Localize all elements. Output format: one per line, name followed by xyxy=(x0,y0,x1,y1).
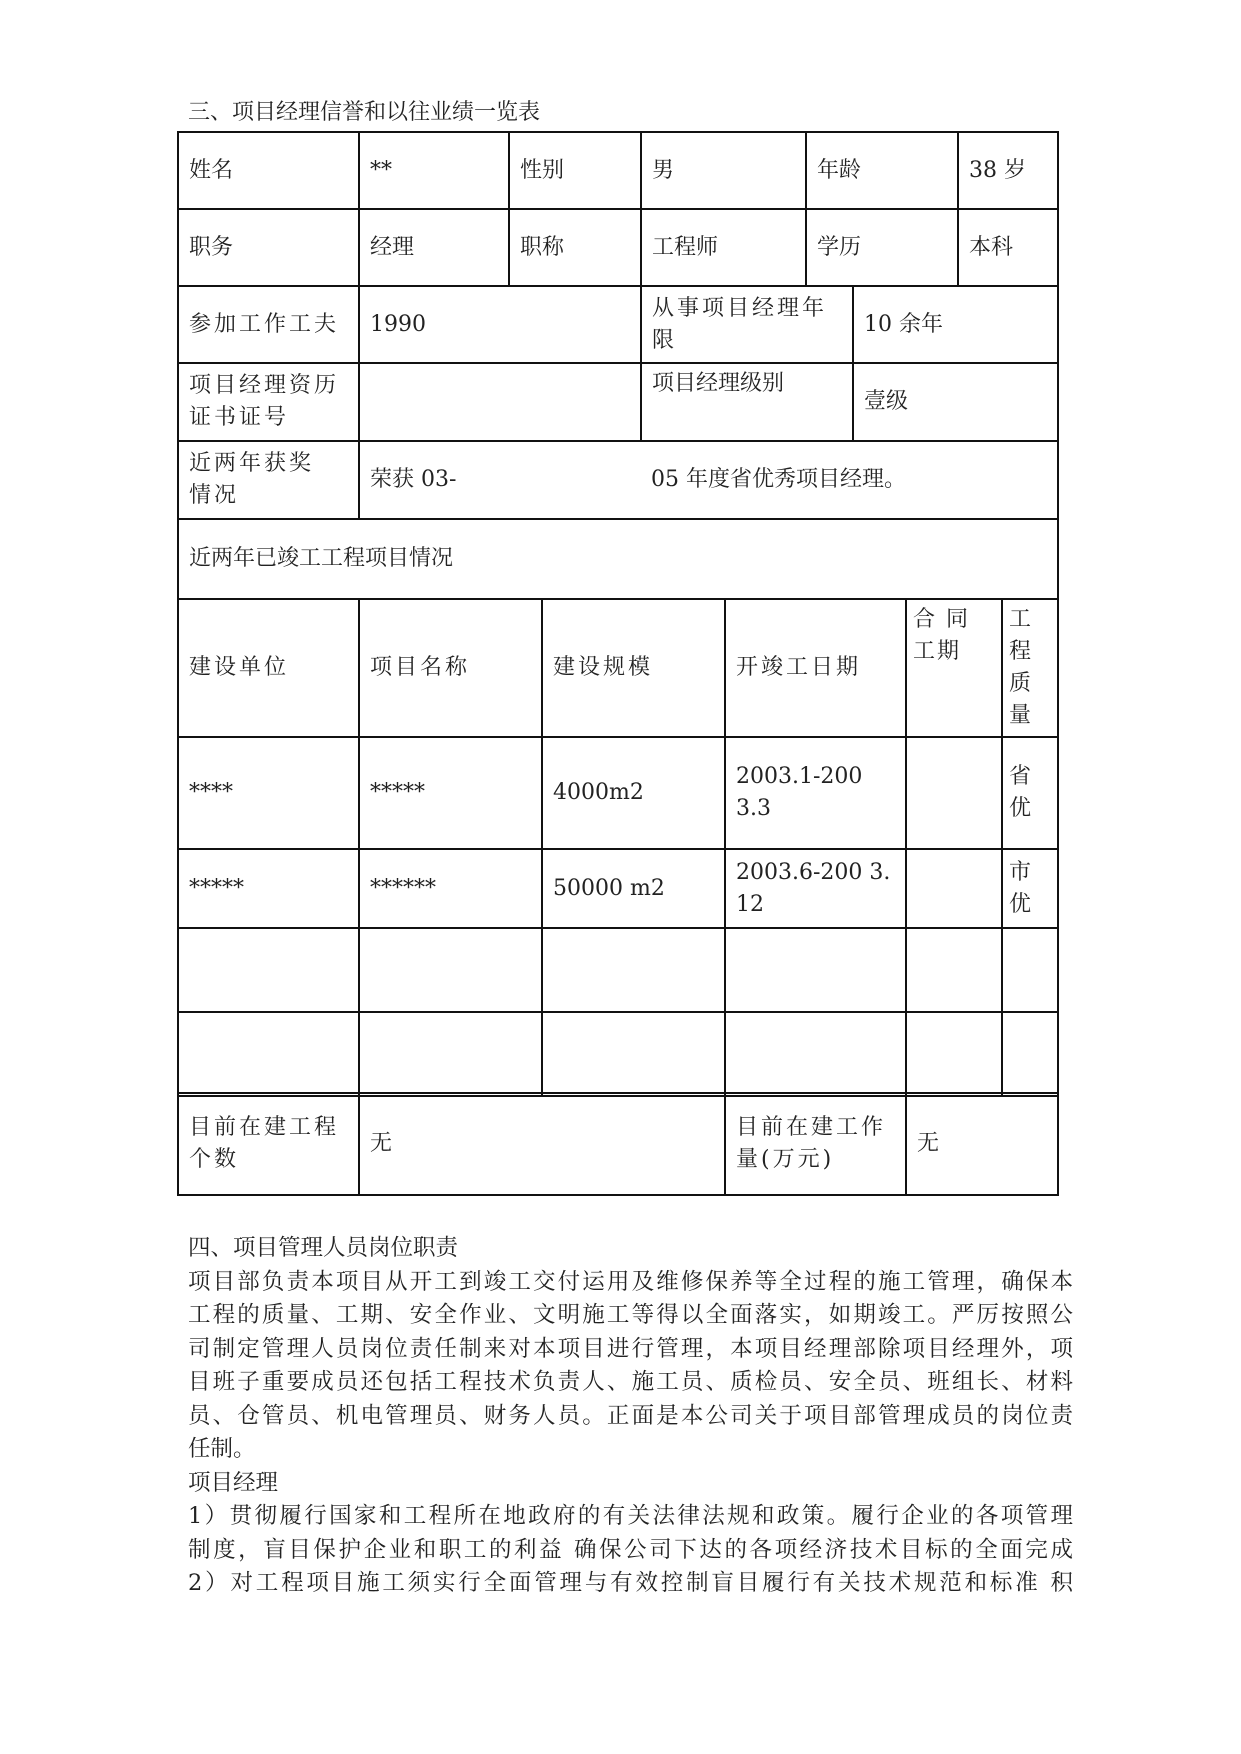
row3-dates xyxy=(725,928,906,1012)
row2-name: ****** xyxy=(359,849,542,928)
age-label: 年龄 xyxy=(806,132,958,209)
projects-header-row xyxy=(178,599,1058,737)
row1-scale: 4000m2 xyxy=(542,737,725,849)
position-label: 职务 xyxy=(178,209,359,286)
level-label: 项目经理级别 xyxy=(641,363,853,441)
awards-table xyxy=(177,440,1059,600)
col-name-header: 项目名称 xyxy=(359,599,542,737)
row4-period xyxy=(906,1012,1002,1096)
current-workload-value: 无 xyxy=(906,1093,1058,1195)
current-projects-table xyxy=(177,1092,1059,1196)
completed-projects-label: 近两年已竣工工程项目情况 xyxy=(178,519,1058,599)
body-line-3: 司制定管理人员岗位责任制来对本项目进行管理，本项目经理部除项目经理外，项 xyxy=(188,1335,1073,1362)
level-value: 壹级 xyxy=(853,363,1058,441)
row1-quality: 省优 xyxy=(1002,737,1058,849)
row2-period xyxy=(906,849,1002,928)
row4-unit xyxy=(178,1012,359,1096)
title-label: 职称 xyxy=(509,209,641,286)
awards-row xyxy=(178,441,1058,519)
col-scale-header: 建设规模 xyxy=(542,599,725,737)
current-row xyxy=(178,1093,1058,1195)
section-4-body xyxy=(188,1232,1073,1601)
table-row xyxy=(178,849,1058,928)
row4-scale xyxy=(542,1012,725,1096)
col-unit-header: 建设单位 xyxy=(178,599,359,737)
work-start-value: 1990 xyxy=(359,286,641,363)
body-line-6: 任制。 xyxy=(188,1436,256,1462)
col-period-header: 合 同 工期 xyxy=(906,599,1002,737)
name-label: 姓名 xyxy=(178,132,359,209)
row2-unit: ***** xyxy=(178,849,359,928)
duty-line-1: 1）贯彻履行国家和工程所在地政府的有关法律法规和政策。履行企业的各项管理 xyxy=(188,1503,1073,1529)
awards-value-b: 05 年度省优秀项目经理。 xyxy=(641,441,1058,519)
current-count-value: 无 xyxy=(359,1093,725,1195)
gender-value: 男 xyxy=(641,132,806,209)
row1-period xyxy=(906,737,1002,849)
age-value: 38 岁 xyxy=(958,132,1058,209)
row1-name: ***** xyxy=(359,737,542,849)
section-3-title: 三、项目经理信誉和以往业绩一览表 xyxy=(188,100,541,125)
info-row-4 xyxy=(178,363,1058,441)
pm-credentials-table xyxy=(177,285,1059,442)
row3-unit xyxy=(178,928,359,1012)
info-row-1 xyxy=(178,132,1058,209)
duty-line-3: 2）对工程项目施工须实行全面管理与有效控制盲目履行有关技术规范和标准 积 xyxy=(188,1570,1073,1596)
row3-scale xyxy=(542,928,725,1012)
current-count-label: 目前在建工程个数 xyxy=(178,1093,359,1195)
awards-value-a: 荣获 03- xyxy=(359,441,641,519)
col-quality-header: 工程质量 xyxy=(1002,599,1058,737)
gender-label: 性别 xyxy=(509,132,641,209)
pm-years-label: 从事项目经理年限 xyxy=(641,286,853,363)
cert-label: 项目经理资历证书证号 xyxy=(178,363,359,441)
row4-name xyxy=(359,1012,542,1096)
info-row-2 xyxy=(178,209,1058,286)
table-row xyxy=(178,1012,1058,1096)
body-line-5: 员、仓管员、机电管理员、财务人员。正面是本公司关于项目部管理成员的岗位责 xyxy=(188,1402,1073,1429)
table-row xyxy=(178,928,1058,1012)
row3-quality xyxy=(1002,928,1058,1012)
name-value: ** xyxy=(359,132,509,209)
row3-name xyxy=(359,928,542,1012)
row2-scale: 50000 m2 xyxy=(542,849,725,928)
pm-years-value: 10 余年 xyxy=(853,286,1058,363)
row2-quality: 市优 xyxy=(1002,849,1058,928)
section-4-title: 四、项目管理人员岗位职责 xyxy=(188,1235,459,1261)
body-line-4: 目班子重要成员还包括工程技术负责人、施工员、质检员、安全员、班组长、材料 xyxy=(188,1369,1073,1395)
row1-dates: 2003.1-200 3.3 xyxy=(725,737,906,849)
row4-quality xyxy=(1002,1012,1058,1096)
current-workload-label: 目前在建工作量(万元) xyxy=(725,1093,906,1195)
education-value: 本科 xyxy=(958,209,1058,286)
row4-dates xyxy=(725,1012,906,1096)
row3-period xyxy=(906,928,1002,1012)
education-label: 学历 xyxy=(806,209,958,286)
table-row xyxy=(178,737,1058,849)
pm-subheading: 项目经理 xyxy=(188,1469,279,1496)
col-dates-header: 开竣工日期 xyxy=(725,599,906,737)
pm-info-table xyxy=(177,131,1059,287)
body-line-1: 项目部负责本项目从开工到竣工交付运用及维修保养等全过程的施工管理，确保本 xyxy=(188,1268,1073,1295)
row1-unit: **** xyxy=(178,737,359,849)
projects-table xyxy=(177,598,1059,1097)
title-value: 工程师 xyxy=(641,209,806,286)
awards-label: 近两年获奖 情况 xyxy=(178,441,359,519)
duty-line-2: 制度，盲目保护企业和职工的利益 确保公司下达的各项经济技术目标的全面完成 xyxy=(188,1536,1073,1563)
cert-value xyxy=(359,363,641,441)
info-row-3 xyxy=(178,286,1058,363)
row2-dates: 2003.6-200 3.12 xyxy=(725,849,906,928)
body-line-2: 工程的质量、工期、安全作业、文明施工等得以全面落实，如期竣工。严厉按照公 xyxy=(188,1302,1073,1328)
position-value: 经理 xyxy=(359,209,509,286)
completed-title-row xyxy=(178,519,1058,599)
work-start-label: 参加工作工夫 xyxy=(178,286,359,363)
